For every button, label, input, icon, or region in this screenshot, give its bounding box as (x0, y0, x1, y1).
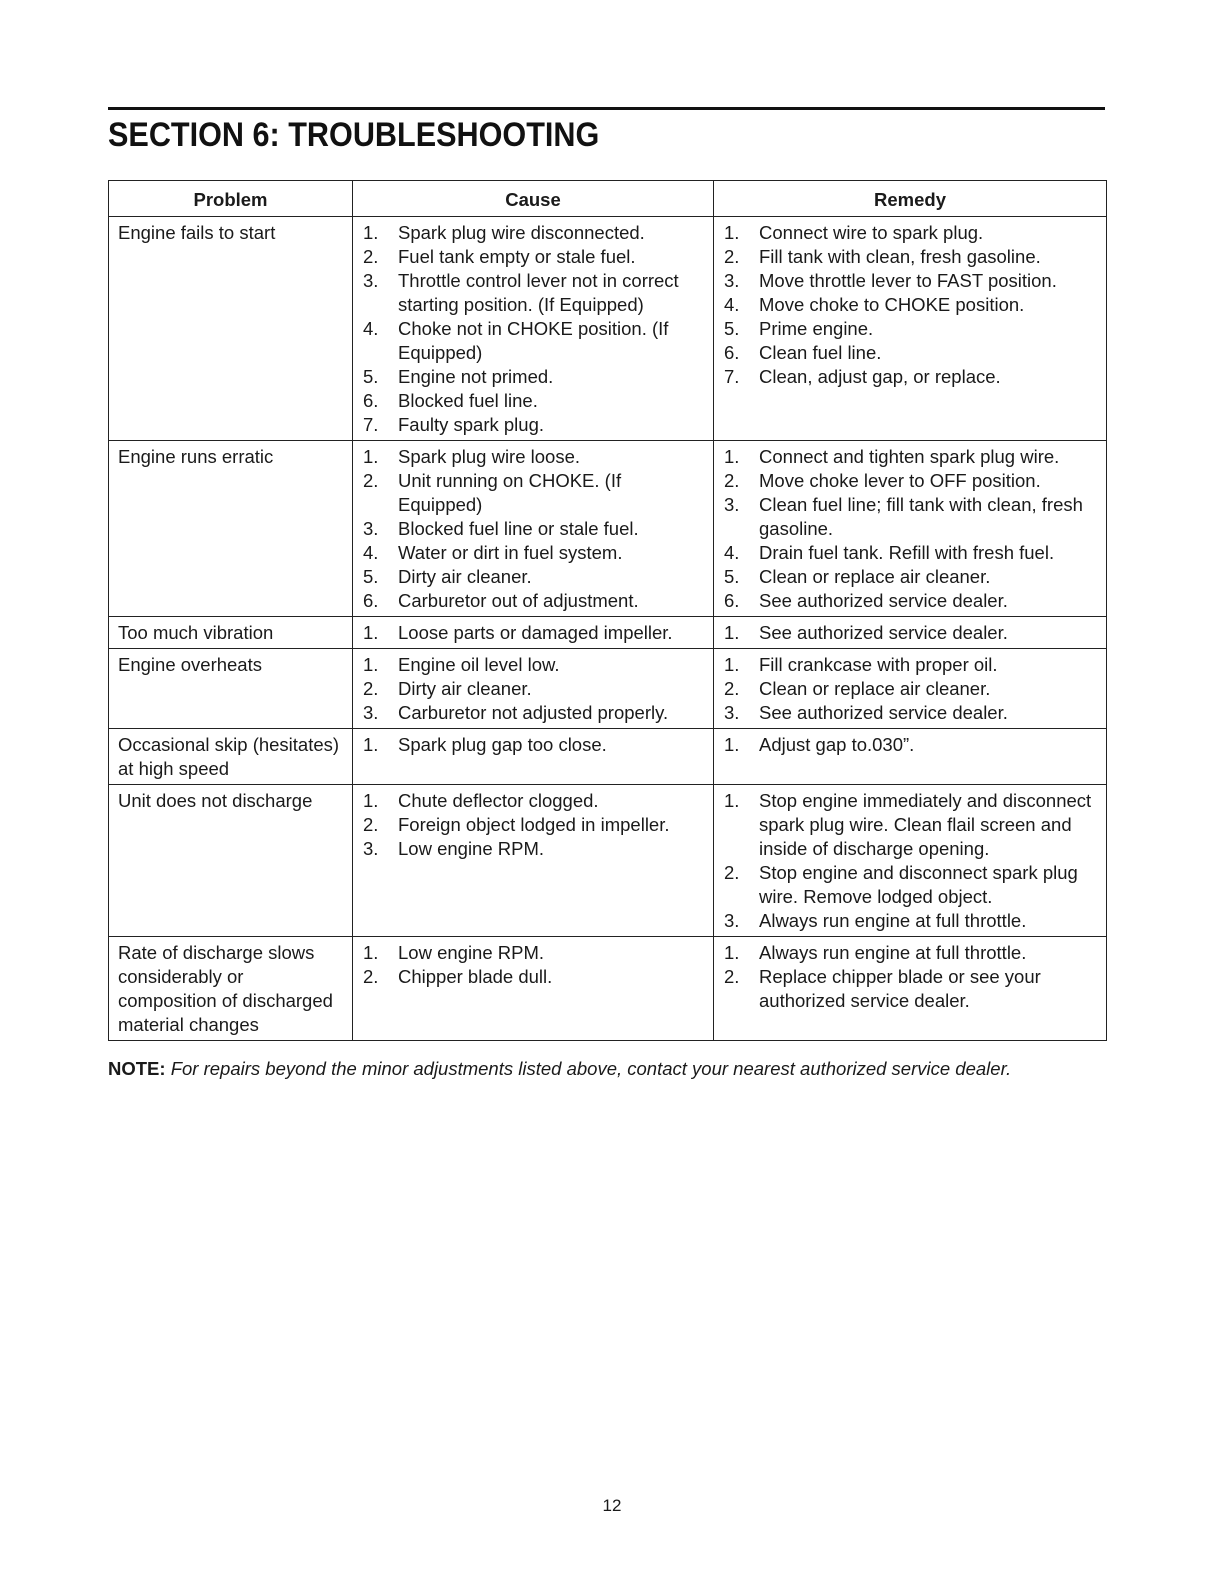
cause-text: Spark plug gap too close. (398, 734, 607, 755)
remedy-text: See authorized service dealer. (759, 702, 1008, 723)
cause-number: 1. (363, 654, 379, 675)
remedy-number: 1. (724, 654, 740, 675)
remedy-text: Clean, adjust gap, or replace. (759, 366, 1001, 387)
cause-number: 5. (363, 566, 379, 587)
problem-cell: Too much vibration (109, 617, 353, 649)
problem-cell: Engine overheats (109, 649, 353, 729)
remedy-cell (714, 217, 1107, 441)
table-row (109, 217, 1107, 441)
cause-number: 1. (363, 734, 379, 755)
cause-number: 4. (363, 542, 379, 563)
remedy-text: Clean or replace air cleaner. (759, 566, 991, 587)
cause-item (362, 317, 707, 365)
cause-number: 2. (363, 470, 379, 491)
cause-text: Unit running on CHOKE. (If Equipped) (398, 470, 622, 515)
remedy-item (723, 965, 1100, 1013)
remedy-number: 2. (724, 246, 740, 267)
cause-text: Engine oil level low. (398, 654, 560, 675)
remedy-number: 4. (724, 542, 740, 563)
page-number: 12 (602, 1496, 622, 1515)
remedy-number: 6. (724, 342, 740, 363)
cause-text: Choke not in CHOKE position. (If Equipped) (398, 318, 669, 363)
remedy-item (723, 317, 1100, 341)
cause-item (362, 221, 707, 245)
cause-item (362, 541, 707, 565)
remedy-number: 1. (724, 942, 740, 963)
cause-text: Carburetor out of adjustment. (398, 590, 639, 611)
cause-text: Spark plug wire loose. (398, 446, 581, 467)
cause-text: Fuel tank empty or stale fuel. (398, 246, 636, 267)
remedy-number: 1. (724, 734, 740, 755)
remedy-number: 3. (724, 270, 740, 291)
cause-text: Low engine RPM. (398, 942, 545, 963)
problem-cell: Occasional skip (hesitates) at high speed (109, 729, 353, 785)
remedy-item (723, 269, 1100, 293)
remedy-text: Move throttle lever to FAST position. (759, 270, 1057, 291)
table-row (109, 785, 1107, 937)
remedy-number: 1. (724, 222, 740, 243)
remedy-item (723, 909, 1100, 933)
remedy-number: 4. (724, 294, 740, 315)
remedy-item (723, 293, 1100, 317)
remedy-text: Stop engine and disconnect spark plug wire. Remove lodged object. (759, 862, 1078, 907)
cause-number: 3. (363, 838, 379, 859)
remedy-item (723, 341, 1100, 365)
column-header-cause: Cause (353, 181, 714, 217)
section-title: SECTION 6: TROUBLESHOOTING (108, 116, 600, 154)
cause-item (362, 941, 707, 965)
remedy-item (723, 789, 1100, 861)
remedy-text: Adjust gap to.030”. (759, 734, 915, 755)
cause-item (362, 965, 707, 989)
cause-item (362, 677, 707, 701)
cause-number: 1. (363, 222, 379, 243)
cause-number: 1. (363, 942, 379, 963)
cause-number: 3. (363, 702, 379, 723)
remedy-text: Connect and tighten spark plug wire. (759, 446, 1060, 467)
remedy-item (723, 677, 1100, 701)
cause-item (362, 789, 707, 813)
remedy-cell (714, 617, 1107, 649)
cause-item (362, 469, 707, 517)
cause-text: Blocked fuel line or stale fuel. (398, 518, 639, 539)
remedy-item (723, 445, 1100, 469)
cause-number: 4. (363, 318, 379, 339)
remedy-cell (714, 729, 1107, 785)
remedy-cell (714, 785, 1107, 937)
remedy-text: Fill crankcase with proper oil. (759, 654, 998, 675)
remedy-number: 3. (724, 494, 740, 515)
table-row (109, 617, 1107, 649)
cause-text: Loose parts or damaged impeller. (398, 622, 673, 643)
cause-text: Throttle control lever not in correct starting position. (If Equipped) (398, 270, 679, 315)
cause-item (362, 517, 707, 541)
cause-number: 1. (363, 622, 379, 643)
remedy-number: 3. (724, 702, 740, 723)
remedy-text: Drain fuel tank. Refill with fresh fuel. (759, 542, 1055, 563)
cause-text: Dirty air cleaner. (398, 678, 532, 699)
remedy-text: Replace chipper blade or see your authorized service dealer. (759, 966, 1041, 1011)
cause-text: Blocked fuel line. (398, 390, 538, 411)
remedy-text: Connect wire to spark plug. (759, 222, 984, 243)
remedy-number: 3. (724, 910, 740, 931)
cause-text: Chipper blade dull. (398, 966, 553, 987)
table-row (109, 729, 1107, 785)
cause-item (362, 365, 707, 389)
table-row (109, 937, 1107, 1041)
table-header-row (109, 181, 1107, 217)
cause-text: Water or dirt in fuel system. (398, 542, 623, 563)
cause-text: Chute deflector clogged. (398, 790, 599, 811)
remedy-item (723, 621, 1100, 645)
remedy-text: Always run engine at full throttle. (759, 910, 1027, 931)
remedy-item (723, 541, 1100, 565)
remedy-cell (714, 441, 1107, 617)
cause-item (362, 621, 707, 645)
remedy-cell (714, 649, 1107, 729)
remedy-item (723, 469, 1100, 493)
remedy-number: 7. (724, 366, 740, 387)
table-body (109, 217, 1107, 1041)
cause-number: 1. (363, 446, 379, 467)
remedy-number: 2. (724, 966, 740, 987)
note (108, 1057, 1011, 1081)
remedy-item (723, 653, 1100, 677)
remedy-number: 5. (724, 566, 740, 587)
remedy-text: Prime engine. (759, 318, 874, 339)
cause-number: 1. (363, 790, 379, 811)
remedy-text: Clean fuel line. (759, 342, 882, 363)
cause-number: 2. (363, 814, 379, 835)
remedy-item (723, 861, 1100, 909)
remedy-text: See authorized service dealer. (759, 622, 1008, 643)
cause-item (362, 445, 707, 469)
troubleshooting-table (108, 180, 1107, 1041)
cause-text: Low engine RPM. (398, 838, 545, 859)
cause-text: Foreign object lodged in impeller. (398, 814, 670, 835)
cause-item (362, 589, 707, 613)
remedy-text: Move choke to CHOKE position. (759, 294, 1025, 315)
remedy-item (723, 589, 1100, 613)
cause-cell (353, 441, 714, 617)
remedy-text: Move choke lever to OFF position. (759, 470, 1041, 491)
remedy-number: 2. (724, 862, 740, 883)
remedy-item (723, 701, 1100, 725)
cause-number: 6. (363, 590, 379, 611)
cause-cell (353, 729, 714, 785)
remedy-text: Stop engine immediately and disconnect spark plug wire. Clean flail screen and inside of discharge opening. (759, 790, 1092, 859)
note-label: NOTE: (108, 1058, 166, 1079)
table-row (109, 649, 1107, 729)
cause-text: Faulty spark plug. (398, 414, 545, 435)
remedy-number: 2. (724, 678, 740, 699)
remedy-item (723, 565, 1100, 589)
cause-number: 2. (363, 966, 379, 987)
problem-cell: Engine fails to start (109, 217, 353, 441)
problem-cell: Rate of discharge slows considerably or composition of discharged material changes (109, 937, 353, 1041)
remedy-text: Fill tank with clean, fresh gasoline. (759, 246, 1041, 267)
cause-text: Engine not primed. (398, 366, 554, 387)
cause-item (362, 565, 707, 589)
cause-number: 6. (363, 390, 379, 411)
problem-cell: Engine runs erratic (109, 441, 353, 617)
cause-number: 3. (363, 518, 379, 539)
cause-item (362, 813, 707, 837)
cause-number: 5. (363, 366, 379, 387)
cause-number: 2. (363, 246, 379, 267)
problem-cell: Unit does not discharge (109, 785, 353, 937)
cause-item (362, 413, 707, 437)
column-header-problem: Problem (109, 181, 353, 217)
cause-number: 7. (363, 414, 379, 435)
cause-item (362, 389, 707, 413)
cause-item (362, 653, 707, 677)
remedy-number: 5. (724, 318, 740, 339)
remedy-cell (714, 937, 1107, 1041)
header-rule (108, 107, 1105, 110)
remedy-item (723, 245, 1100, 269)
column-header-remedy: Remedy (714, 181, 1107, 217)
cause-cell (353, 649, 714, 729)
remedy-item (723, 365, 1100, 389)
cause-text: Spark plug wire disconnected. (398, 222, 645, 243)
cause-item (362, 701, 707, 725)
remedy-text: Always run engine at full throttle. (759, 942, 1027, 963)
remedy-number: 6. (724, 590, 740, 611)
cause-item (362, 733, 707, 757)
remedy-item (723, 221, 1100, 245)
cause-number: 2. (363, 678, 379, 699)
remedy-number: 1. (724, 446, 740, 467)
cause-item (362, 837, 707, 861)
remedy-number: 1. (724, 622, 740, 643)
remedy-item (723, 941, 1100, 965)
remedy-number: 2. (724, 470, 740, 491)
remedy-text: Clean fuel line; fill tank with clean, fresh gasoline. (759, 494, 1083, 539)
cause-item (362, 245, 707, 269)
table-row (109, 441, 1107, 617)
remedy-text: See authorized service dealer. (759, 590, 1008, 611)
cause-cell (353, 937, 714, 1041)
cause-text: Carburetor not adjusted properly. (398, 702, 669, 723)
cause-cell (353, 785, 714, 937)
cause-text: Dirty air cleaner. (398, 566, 532, 587)
remedy-number: 1. (724, 790, 740, 811)
remedy-text: Clean or replace air cleaner. (759, 678, 991, 699)
cause-cell (353, 617, 714, 649)
remedy-item (723, 493, 1100, 541)
cause-number: 3. (363, 270, 379, 291)
note-text: For repairs beyond the minor adjustments listed above, contact your nearest authorized service dealer. (170, 1058, 1012, 1079)
cause-item (362, 269, 707, 317)
cause-cell (353, 217, 714, 441)
remedy-item (723, 733, 1100, 757)
